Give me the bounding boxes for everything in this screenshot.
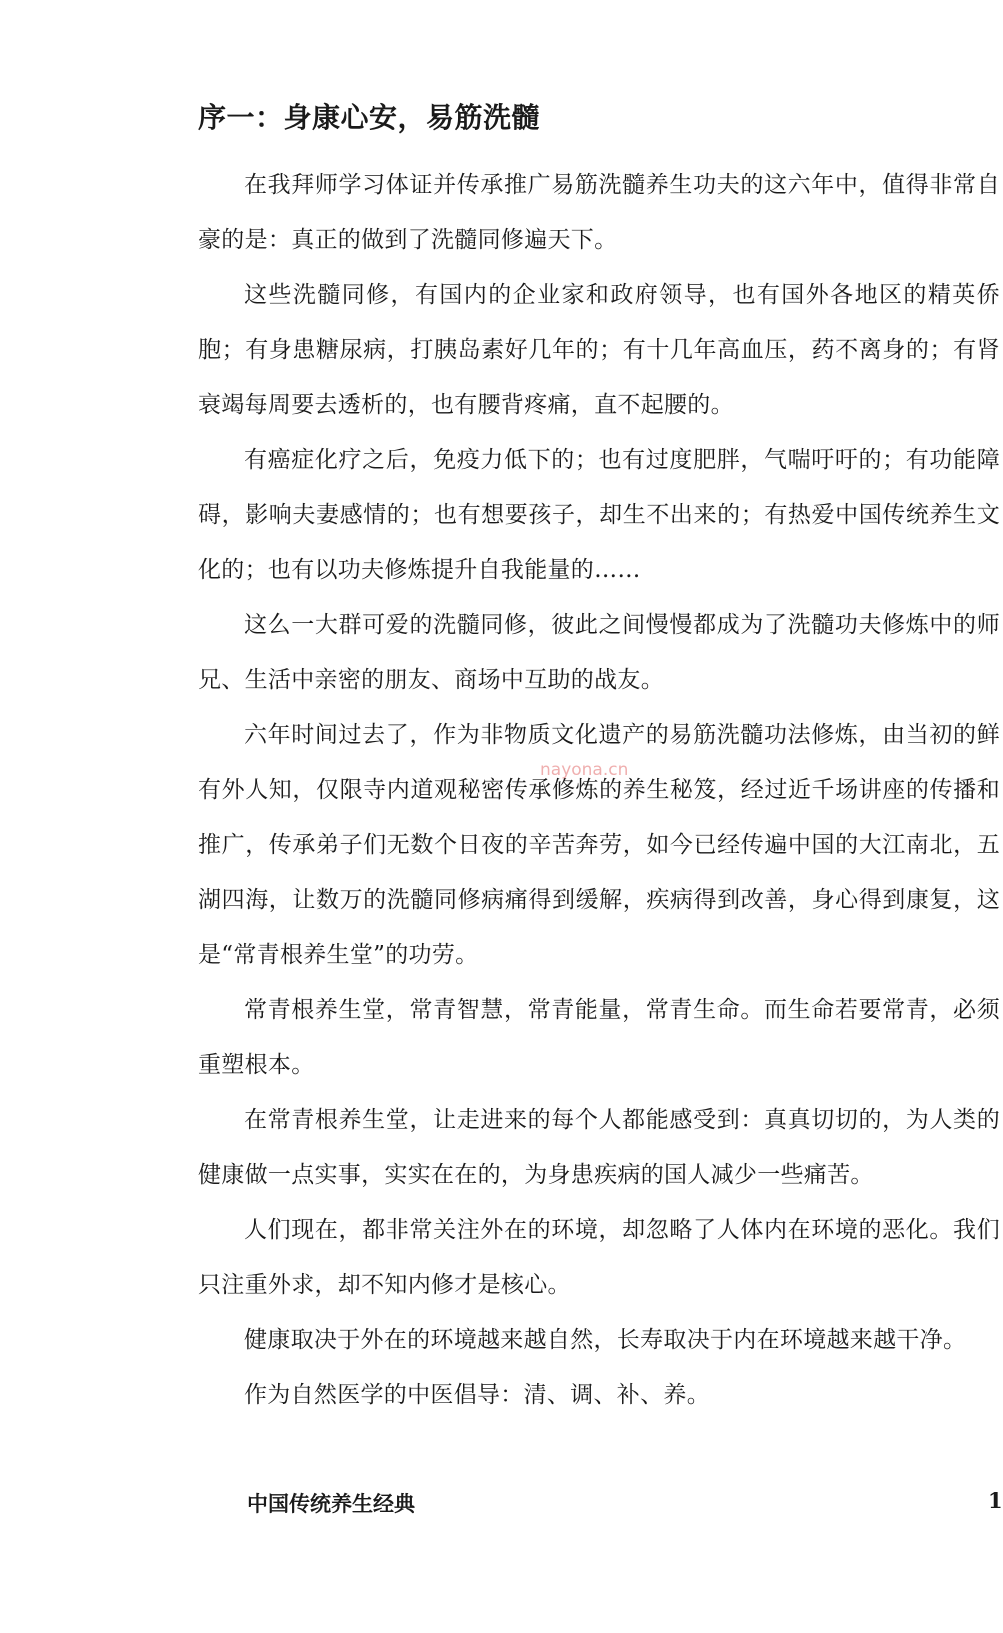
page-number: 1 <box>988 1488 1003 1513</box>
paragraph: 在我拜师学习体证并传承推广易筋洗髓养生功夫的这六年中，值得非常自豪的是：真正的做到了洗髓同修遍天下。 <box>198 172 1000 253</box>
watermark: nayona.cn <box>540 760 629 780</box>
paragraph: 健康取决于外在的环境越来越自然，长寿取决于内在环境越来越干净。 <box>244 1327 967 1353</box>
paragraph: 六年时间过去了，作为非物质文化遗产的易筋洗髓功法修炼，由当初的鲜有外人知，仅限寺内道观秘密传承修炼的养生秘笈，经过近千场讲座的传播和推广，传承弟子们无数个日夜的辛苦奔劳，如今已经传遍中国的大江南北，五湖四海，让数万的洗髓同修病痛得到缓解，疾病得到改善，身心得到康复，这是“常青根养生堂”的功劳。 <box>198 722 1000 968</box>
paragraph: 这么一大群可爱的洗髓同修，彼此之间慢慢都成为了洗髓功夫修炼中的师兄、生活中亲密的朋友、商场中互助的战友。 <box>198 612 1000 693</box>
paragraph: 在常青根养生堂，让走进来的每个人都能感受到：真真切切的，为人类的健康做一点实事，实实在在的，为身患疾病的国人减少一些痛苦。 <box>198 1107 1000 1188</box>
paragraph: 这些洗髓同修，有国内的企业家和政府领导，也有国外各地区的精英侨胞；有身患糖尿病，打胰岛素好几年的；有十几年高血压，药不离身的；有肾衰竭每周要去透析的，也有腰背疼痛，直不起腰的。 <box>198 282 1000 418</box>
paragraph: 有癌症化疗之后，免疫力低下的；也有过度肥胖，气喘吁吁的；有功能障碍，影响夫妻感情的；也有想要孩子，却生不出来的；有热爱中国传统养生文化的；也有以功夫修炼提升自我能量的…… <box>198 447 1000 583</box>
section-title: 序一：身康心安，易筋洗髓 <box>198 101 541 134</box>
body-text <box>198 158 1000 1423</box>
paragraph: 作为自然医学的中医倡导：清、调、补、养。 <box>244 1382 710 1408</box>
paragraph: 人们现在，都非常关注外在的环境，却忽略了人体内在环境的恶化。我们只注重外求，却不知内修才是核心。 <box>198 1217 1000 1298</box>
footer-book-title: 中国传统养生经典 <box>247 1491 415 1516</box>
paragraph: 常青根养生堂，常青智慧，常青能量，常青生命。而生命若要常青，必须重塑根本。 <box>198 997 1000 1078</box>
